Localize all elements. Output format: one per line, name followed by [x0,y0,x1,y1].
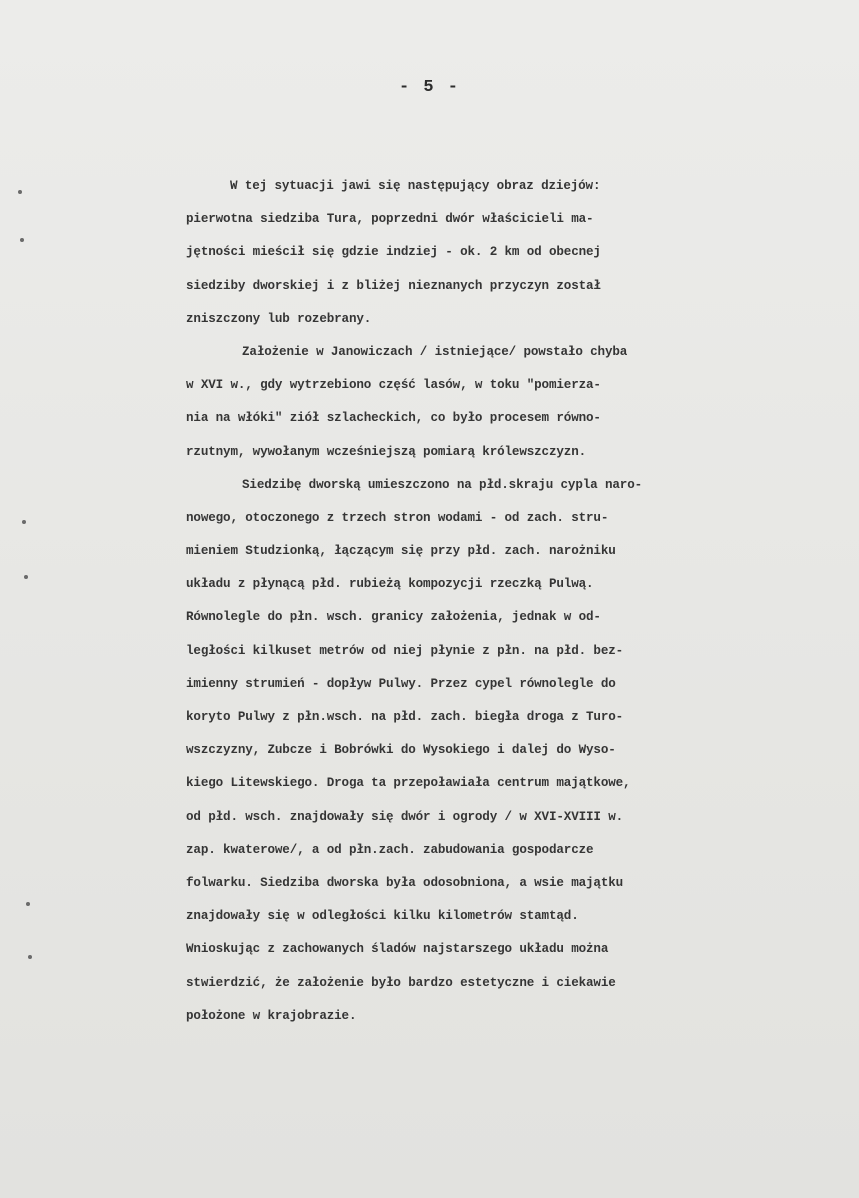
text-line: stwierdzić, że założenie było bardzo estetyczne i ciekawie [186,975,616,990]
text-line: Założenie w Janowiczach / istniejące/ powstało chyba [242,344,628,359]
text-line: koryto Pulwy z płn.wsch. na płd. zach. biegła droga z Turo- [186,710,624,724]
text-line: zniszczony lub rozebrany. [186,311,372,326]
text-line: pierwotna siedziba Tura, poprzedni dwór właścicieli ma- [186,212,594,227]
text-line: siedziby dworskiej i z bliżej nieznanych przyczyn został [186,278,601,293]
punch-mark [28,955,32,959]
text-line: folwarku. Siedziba dworska była odosobniona, a wsie majątku [186,875,624,890]
punch-mark [26,902,30,906]
text-line: imienny strumień - dopływ Pulwy. Przez cypel równolegle do [186,676,616,691]
text-line: rzutnym, wywołanym wcześniejszą pomiarą królewszczyzn. [186,444,587,459]
punch-mark [22,520,26,524]
text-line: Równolegle do płn. wsch. granicy założenia, jednak w od- [186,610,601,625]
punch-mark [18,190,22,194]
body-text [186,170,826,1033]
text-line: położone w krajobrazie. [186,1008,357,1023]
text-line: mieniem Studzionką, łączącym się przy płd. zach. narożniku [186,544,616,559]
punch-mark [24,575,28,579]
text-line: znajdowały się w odległości kilku kilometrów stamtąd. [186,909,579,924]
page-number: - 5 - [398,78,460,97]
text-line: zap. kwaterowe/, a od płn.zach. zabudowania gospodarcze [186,842,594,857]
text-line: W tej sytuacji jawi się następujący obraz dziejów: [230,179,601,193]
text-line: ległości kilkuset metrów od niej płynie z płn. na płd. bez- [186,643,624,658]
text-line: układu z płynącą płd. rubieżą kompozycji rzeczką Pulwą. [186,577,594,592]
text-line: nowego, otoczonego z trzech stron wodami - od zach. stru- [186,510,609,525]
text-line: od płd. wsch. znajdowały się dwór i ogrody / w XVI-XVIII w. [186,809,624,824]
text-line: Wnioskując z zachowanych śladów najstarszego układu można [186,942,609,957]
punch-mark [20,238,24,242]
text-line: Siedzibę dworską umieszczono na płd.skraju cypla naro- [242,477,643,492]
text-line: kiego Litewskiego. Droga ta przepoławiała centrum majątkowe, [186,776,631,791]
text-line: jętności mieścił się gdzie indziej - ok. 2 km od obecnej [186,245,601,260]
text-line: w XVI w., gdy wytrzebiono część lasów, w toku "pomierza- [186,378,601,393]
text-line: nia na włóki" ziół szlacheckich, co było procesem równo- [186,411,601,426]
text-line: wszczyzny, Zubcze i Bobrówki do Wysokiego i dalej do Wyso- [186,743,616,758]
